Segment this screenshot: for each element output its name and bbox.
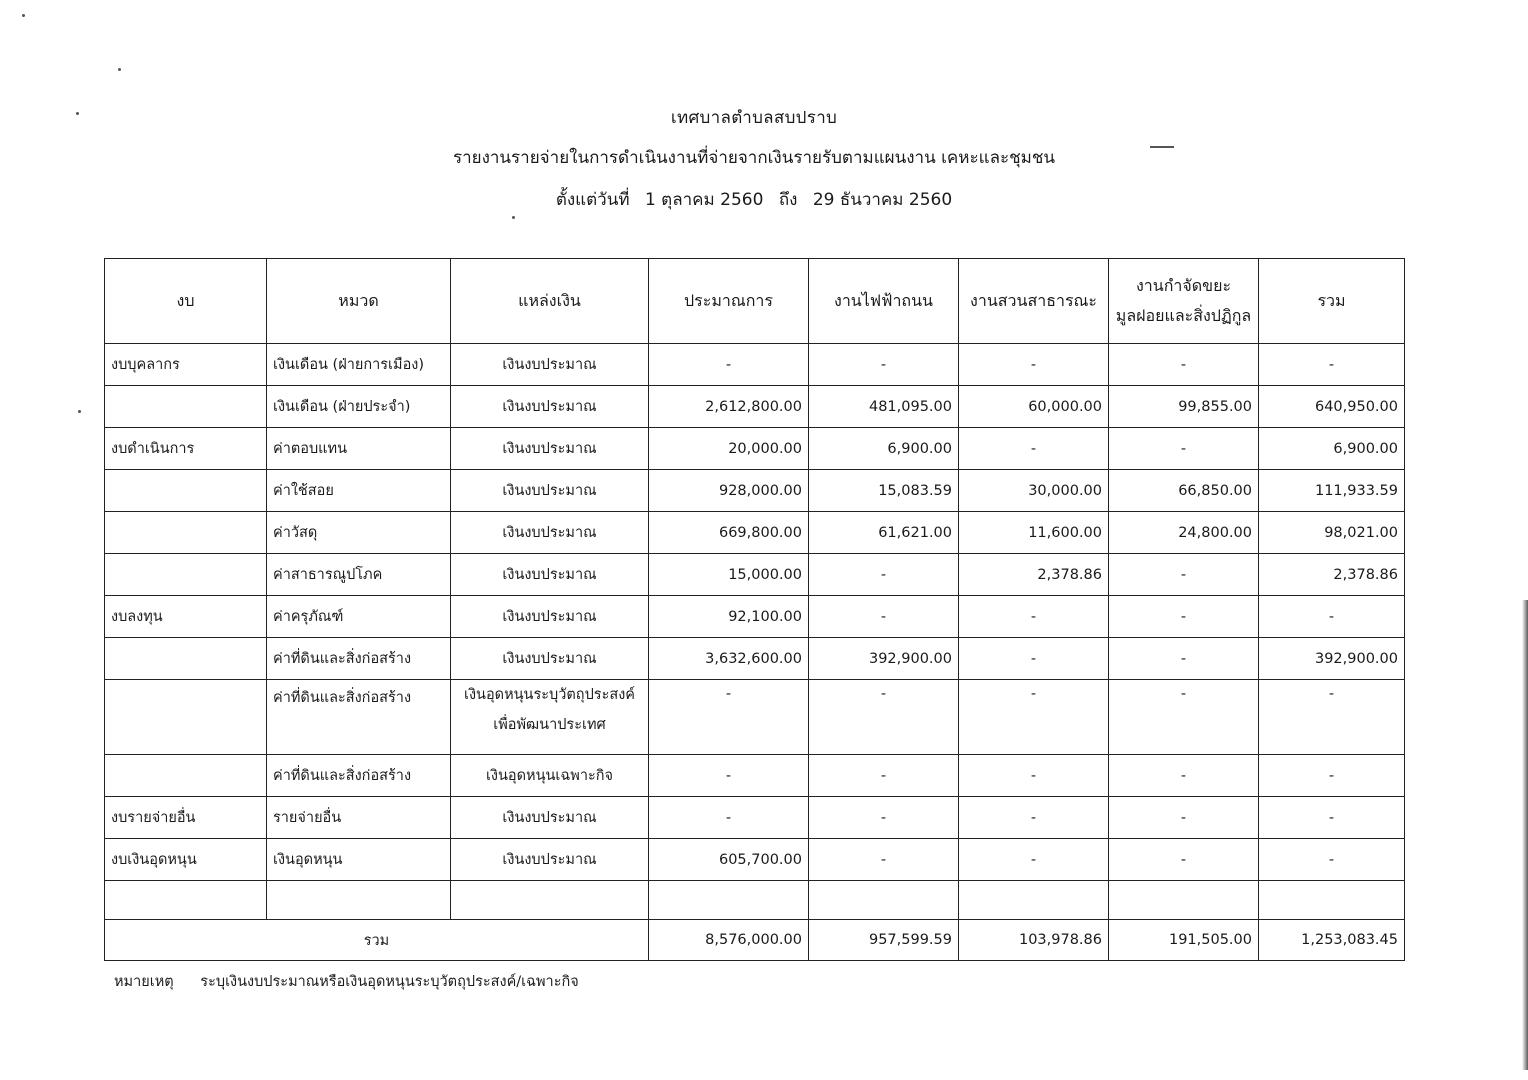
cell-road-lighting: 6,900.00	[809, 428, 959, 470]
total-road-lighting: 957,599.59	[809, 920, 959, 961]
report-title: รายงานรายจ่ายในการดำเนินงานที่จ่ายจากเงินรายรับตามแผนงาน เคหะและชุมชน	[452, 148, 1056, 168]
col-header-estimate: ประมาณการ	[649, 259, 809, 344]
cell-source: เงินงบประมาณ	[451, 344, 649, 386]
table-row	[105, 680, 1405, 755]
cell-waste-disposal: -	[1109, 554, 1259, 596]
footnote-label: หมายเหตุ	[114, 974, 174, 990]
cell-estimate: 2,612,800.00	[649, 386, 809, 428]
scan-speck	[76, 112, 79, 115]
cell-road-lighting: -	[809, 680, 959, 755]
cell-source: เงินงบประมาณ	[451, 839, 649, 881]
cell-road-lighting: 392,900.00	[809, 638, 959, 680]
col-header-source: แหล่งเงิน	[451, 259, 649, 344]
cell-waste-disposal: 66,850.00	[1109, 470, 1259, 512]
cell-source: เงินอุดหนุนระบุวัตถุประสงค์ เพื่อพัฒนาประเทศ	[451, 680, 649, 755]
cell-waste-disposal: -	[1109, 797, 1259, 839]
cell-total: 640,950.00	[1259, 386, 1405, 428]
cell-public-parks: -	[959, 839, 1109, 881]
cell-total: -	[1259, 680, 1405, 755]
cell-total: -	[1259, 755, 1405, 797]
cell-road-lighting: 15,083.59	[809, 470, 959, 512]
period-to: 29 ธันวาคม 2560	[812, 190, 953, 210]
cell-estimate: -	[649, 797, 809, 839]
empty-cell	[267, 881, 451, 920]
total-estimate: 8,576,000.00	[649, 920, 809, 961]
table-row	[105, 839, 1405, 881]
table-row	[105, 512, 1405, 554]
cell-public-parks: 11,600.00	[959, 512, 1109, 554]
cell-road-lighting: -	[809, 839, 959, 881]
cell-road-lighting: 61,621.00	[809, 512, 959, 554]
cell-category: เงินอุดหนุน	[267, 839, 451, 881]
scan-speck	[78, 410, 81, 413]
cell-estimate: 15,000.00	[649, 554, 809, 596]
cell-public-parks: -	[959, 596, 1109, 638]
scan-edge-shadow	[1522, 600, 1528, 1070]
cell-total: 98,021.00	[1259, 512, 1405, 554]
cell-category: ค่าตอบแทน	[267, 428, 451, 470]
cell-budget: งบรายจ่ายอื่น	[105, 797, 267, 839]
table-row	[105, 386, 1405, 428]
cell-total: -	[1259, 797, 1405, 839]
scan-speck	[512, 216, 515, 219]
cell-category: เงินเดือน (ฝ่ายการเมือง)	[267, 344, 451, 386]
cell-estimate: 605,700.00	[649, 839, 809, 881]
cell-budget: งบเงินอุดหนุน	[105, 839, 267, 881]
empty-cell	[649, 881, 809, 920]
cell-waste-disposal: -	[1109, 596, 1259, 638]
table-row	[105, 344, 1405, 386]
cell-public-parks: 2,378.86	[959, 554, 1109, 596]
cell-total: -	[1259, 596, 1405, 638]
cell-source: เงินงบประมาณ	[451, 596, 649, 638]
cell-category: ค่าครุภัณฑ์	[267, 596, 451, 638]
cell-budget	[105, 386, 267, 428]
cell-estimate: -	[649, 680, 809, 755]
report-period	[0, 186, 1518, 213]
footnote-text: ระบุเงินงบประมาณหรือเงินอุดหนุนระบุวัตถุประสงค์/เฉพาะกิจ	[200, 974, 579, 990]
cell-road-lighting: -	[809, 344, 959, 386]
cell-road-lighting: -	[809, 596, 959, 638]
cell-public-parks: -	[959, 680, 1109, 755]
cell-total: 392,900.00	[1259, 638, 1405, 680]
cell-estimate: 928,000.00	[649, 470, 809, 512]
cell-category: ค่าสาธารณูปโภค	[267, 554, 451, 596]
cell-public-parks: -	[959, 797, 1109, 839]
cell-public-parks: -	[959, 428, 1109, 470]
cell-waste-disposal: 24,800.00	[1109, 512, 1259, 554]
cell-total: 6,900.00	[1259, 428, 1405, 470]
cell-source: เงินงบประมาณ	[451, 554, 649, 596]
total-sum: 1,253,083.45	[1259, 920, 1405, 961]
table-header-row	[105, 259, 1405, 344]
col-header-waste-disposal: งานกำจัดขยะมูลฝอยและสิ่งปฏิกูล	[1109, 259, 1259, 344]
cell-estimate: 92,100.00	[649, 596, 809, 638]
cell-waste-disposal: -	[1109, 839, 1259, 881]
table-row	[105, 554, 1405, 596]
expenditure-table	[104, 258, 1405, 961]
period-to-label: ถึง	[778, 190, 798, 210]
cell-category: ค่าวัสดุ	[267, 512, 451, 554]
cell-total: -	[1259, 344, 1405, 386]
cell-estimate: -	[649, 755, 809, 797]
cell-road-lighting: -	[809, 554, 959, 596]
col-header-public-parks: งานสวนสาธารณะ	[959, 259, 1109, 344]
empty-cell	[809, 881, 959, 920]
cell-total: -	[1259, 839, 1405, 881]
cell-budget	[105, 638, 267, 680]
cell-waste-disposal: 99,855.00	[1109, 386, 1259, 428]
cell-source: เงินงบประมาณ	[451, 512, 649, 554]
cell-budget	[105, 554, 267, 596]
col-header-budget: งบ	[105, 259, 267, 344]
cell-category: ค่าที่ดินและสิ่งก่อสร้าง	[267, 680, 451, 755]
table-row	[105, 797, 1405, 839]
cell-budget	[105, 755, 267, 797]
cell-public-parks: 60,000.00	[959, 386, 1109, 428]
cell-budget: งบดำเนินการ	[105, 428, 267, 470]
cell-waste-disposal: -	[1109, 638, 1259, 680]
scan-speck	[118, 68, 121, 71]
cell-waste-disposal: -	[1109, 755, 1259, 797]
cell-estimate: 20,000.00	[649, 428, 809, 470]
empty-cell	[451, 881, 649, 920]
scan-mark	[1150, 146, 1174, 148]
cell-public-parks: -	[959, 638, 1109, 680]
cell-category: รายจ่ายอื่น	[267, 797, 451, 839]
cell-budget: งบบุคลากร	[105, 344, 267, 386]
empty-cell	[105, 881, 267, 920]
cell-source: เงินงบประมาณ	[451, 386, 649, 428]
col-header-category: หมวด	[267, 259, 451, 344]
cell-waste-disposal: -	[1109, 428, 1259, 470]
cell-estimate: -	[649, 344, 809, 386]
col-header-road-lighting: งานไฟฟ้าถนน	[809, 259, 959, 344]
cell-waste-disposal: -	[1109, 680, 1259, 755]
cell-source: เงินงบประมาณ	[451, 797, 649, 839]
empty-cell	[1259, 881, 1405, 920]
cell-waste-disposal: -	[1109, 344, 1259, 386]
cell-category: เงินเดือน (ฝ่ายประจำ)	[267, 386, 451, 428]
total-public-parks: 103,978.86	[959, 920, 1109, 961]
cell-road-lighting: 481,095.00	[809, 386, 959, 428]
cell-category: ค่าใช้สอย	[267, 470, 451, 512]
total-waste-disposal: 191,505.00	[1109, 920, 1259, 961]
cell-budget	[105, 680, 267, 755]
cell-source: เงินงบประมาณ	[451, 638, 649, 680]
cell-public-parks: 30,000.00	[959, 470, 1109, 512]
cell-source: เงินงบประมาณ	[451, 470, 649, 512]
table-blank-row	[105, 881, 1405, 920]
cell-road-lighting: -	[809, 797, 959, 839]
scan-speck	[22, 14, 25, 17]
cell-category: ค่าที่ดินและสิ่งก่อสร้าง	[267, 638, 451, 680]
table-total-row	[105, 920, 1405, 961]
cell-public-parks: -	[959, 755, 1109, 797]
cell-total: 2,378.86	[1259, 554, 1405, 596]
cell-road-lighting: -	[809, 755, 959, 797]
footnote	[114, 970, 579, 993]
table-row	[105, 596, 1405, 638]
table-row	[105, 638, 1405, 680]
table-row	[105, 470, 1405, 512]
cell-estimate: 669,800.00	[649, 512, 809, 554]
org-title: เทศบาลตำบลสบปราบ	[670, 108, 838, 128]
cell-budget	[105, 470, 267, 512]
table-row	[105, 755, 1405, 797]
col-header-total: รวม	[1259, 259, 1405, 344]
cell-estimate: 3,632,600.00	[649, 638, 809, 680]
period-from-label: ตั้งแต่วันที่	[555, 190, 630, 210]
cell-source: เงินงบประมาณ	[451, 428, 649, 470]
empty-cell	[959, 881, 1109, 920]
cell-budget	[105, 512, 267, 554]
cell-budget: งบลงทุน	[105, 596, 267, 638]
total-label: รวม	[105, 920, 649, 961]
cell-total: 111,933.59	[1259, 470, 1405, 512]
empty-cell	[1109, 881, 1259, 920]
period-from: 1 ตุลาคม 2560	[644, 190, 764, 210]
cell-public-parks: -	[959, 344, 1109, 386]
cell-category: ค่าที่ดินและสิ่งก่อสร้าง	[267, 755, 451, 797]
table-row	[105, 428, 1405, 470]
cell-source: เงินอุดหนุนเฉพาะกิจ	[451, 755, 649, 797]
